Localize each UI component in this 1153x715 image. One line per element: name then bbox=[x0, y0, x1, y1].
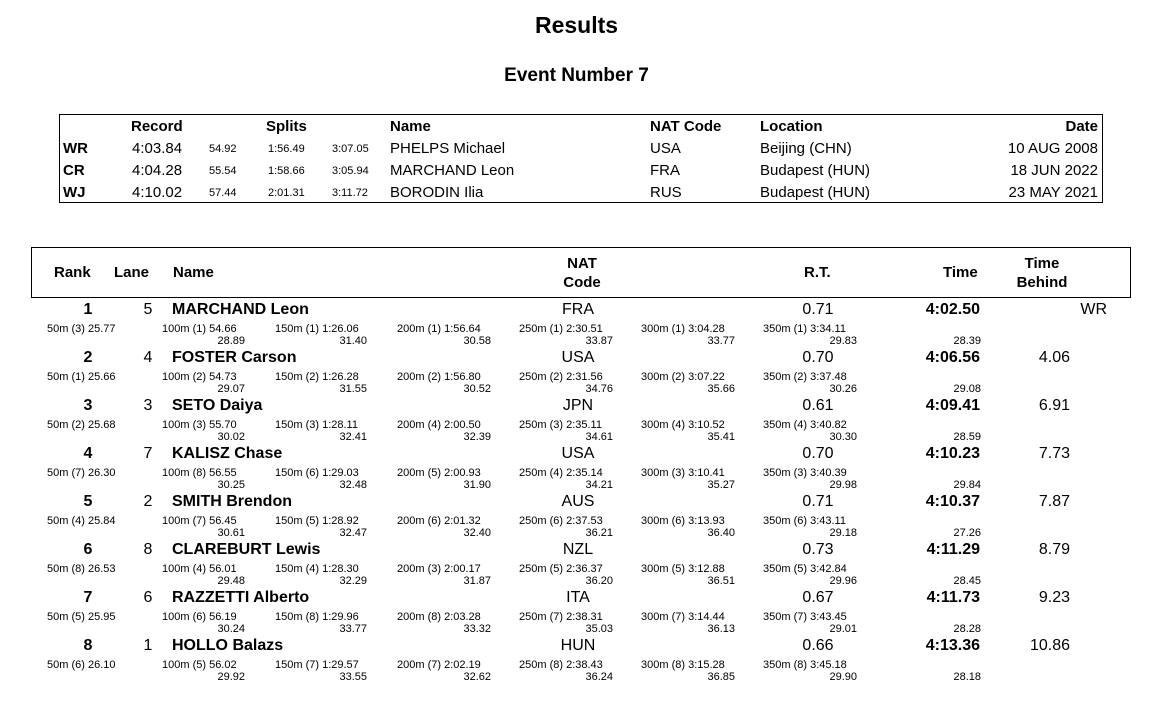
lap-400m: 28.18 bbox=[953, 671, 981, 683]
split-150m: 150m (8) 1:29.96 bbox=[275, 611, 359, 623]
nat-code: AUS bbox=[561, 493, 595, 510]
lap-400m: 27.26 bbox=[953, 527, 981, 539]
result-row bbox=[0, 444, 1153, 492]
split-200m: 200m (6) 2:01.32 bbox=[397, 515, 481, 527]
lap-150m: 31.40 bbox=[339, 335, 367, 347]
split-200m: 200m (5) 2:00.93 bbox=[397, 467, 481, 479]
reaction-time: 0.71 bbox=[802, 493, 834, 510]
header-lane: Lane bbox=[114, 264, 150, 281]
records-table bbox=[59, 114, 1103, 203]
record-type: WJ bbox=[63, 184, 86, 201]
header-rt: R.T. bbox=[804, 264, 831, 281]
reaction-time: 0.61 bbox=[802, 397, 834, 414]
split-100m: 100m (3) 55.70 bbox=[162, 419, 237, 431]
reaction-time: 0.71 bbox=[802, 301, 834, 318]
lap-400m: 28.45 bbox=[953, 575, 981, 587]
lap-250m: 36.20 bbox=[585, 575, 613, 587]
lap-250m: 36.21 bbox=[585, 527, 613, 539]
lap-250m: 34.21 bbox=[585, 479, 613, 491]
record-holder: PHELPS Michael bbox=[390, 140, 506, 157]
lap-250m: 36.24 bbox=[585, 671, 613, 683]
record-split-1: 57.44 bbox=[209, 187, 237, 199]
lane: 5 bbox=[143, 301, 153, 318]
header-behind-line2: Behind bbox=[1016, 274, 1068, 291]
athlete-name: CLAREBURT Lewis bbox=[172, 541, 321, 558]
record-location: Beijing (CHN) bbox=[760, 140, 852, 157]
result-row bbox=[0, 636, 1153, 684]
lap-100m: 30.61 bbox=[217, 527, 245, 539]
split-100m: 100m (5) 56.02 bbox=[162, 659, 237, 671]
lap-300m: 36.40 bbox=[707, 527, 735, 539]
final-time: 4:02.50 bbox=[925, 301, 980, 318]
final-time: 4:10.37 bbox=[925, 493, 980, 510]
record-holder: BORODIN Ilia bbox=[390, 184, 484, 201]
split-350m: 350m (4) 3:40.82 bbox=[763, 419, 847, 431]
split-100m: 100m (4) 56.01 bbox=[162, 563, 237, 575]
lap-300m: 36.85 bbox=[707, 671, 735, 683]
final-time: 4:09.41 bbox=[925, 397, 980, 414]
lap-150m: 32.48 bbox=[339, 479, 367, 491]
athlete-name: MARCHAND Leon bbox=[172, 301, 309, 318]
lap-350m: 30.26 bbox=[829, 383, 857, 395]
rank: 6 bbox=[83, 541, 93, 558]
lap-150m: 32.47 bbox=[339, 527, 367, 539]
time-behind: 7.87 bbox=[1038, 493, 1070, 510]
time-behind: 8.79 bbox=[1038, 541, 1070, 558]
rank: 5 bbox=[83, 493, 93, 510]
athlete-name: SMITH Brendon bbox=[172, 493, 292, 510]
lap-200m: 30.52 bbox=[463, 383, 491, 395]
record-nat: RUS bbox=[650, 184, 682, 201]
split-300m: 300m (2) 3:07.22 bbox=[641, 371, 725, 383]
split-200m: 200m (8) 2:03.28 bbox=[397, 611, 481, 623]
lap-100m: 30.02 bbox=[217, 431, 245, 443]
split-250m: 250m (7) 2:38.31 bbox=[519, 611, 603, 623]
split-250m: 250m (6) 2:37.53 bbox=[519, 515, 603, 527]
split-200m: 200m (7) 2:02.19 bbox=[397, 659, 481, 671]
split-200m: 200m (3) 2:00.17 bbox=[397, 563, 481, 575]
split-150m: 150m (2) 1:26.28 bbox=[275, 371, 359, 383]
result-row bbox=[0, 540, 1153, 588]
split-50m: 50m (5) 25.95 bbox=[47, 611, 116, 623]
record-location: Budapest (HUN) bbox=[760, 162, 871, 179]
lap-200m: 32.39 bbox=[463, 431, 491, 443]
rank: 7 bbox=[83, 589, 93, 606]
split-350m: 350m (3) 3:40.39 bbox=[763, 467, 847, 479]
split-200m: 200m (1) 1:56.64 bbox=[397, 323, 481, 335]
result-row bbox=[0, 396, 1153, 444]
split-100m: 100m (8) 56.55 bbox=[162, 467, 237, 479]
athlete-name: FOSTER Carson bbox=[172, 349, 297, 366]
final-time: 4:06.56 bbox=[925, 349, 980, 366]
lane: 8 bbox=[143, 541, 153, 558]
lap-350m: 29.96 bbox=[829, 575, 857, 587]
time-behind: 4.06 bbox=[1038, 349, 1070, 366]
lap-150m: 33.77 bbox=[339, 623, 367, 635]
nat-code: NZL bbox=[562, 541, 594, 558]
split-300m: 300m (4) 3:10.52 bbox=[641, 419, 725, 431]
time-behind: 9.23 bbox=[1038, 589, 1070, 606]
record-location: Budapest (HUN) bbox=[760, 184, 871, 201]
lap-200m: 31.90 bbox=[463, 479, 491, 491]
split-350m: 350m (1) 3:34.11 bbox=[763, 323, 846, 335]
lap-400m: 28.39 bbox=[953, 335, 981, 347]
record-split-2: 2:01.31 bbox=[268, 187, 305, 199]
time-behind: 6.91 bbox=[1038, 397, 1070, 414]
lap-350m: 29.98 bbox=[829, 479, 857, 491]
lap-250m: 35.03 bbox=[585, 623, 613, 635]
lap-400m: 28.59 bbox=[953, 431, 981, 443]
split-350m: 350m (5) 3:42.84 bbox=[763, 563, 847, 575]
reaction-time: 0.70 bbox=[802, 349, 834, 366]
final-time: 4:11.29 bbox=[926, 541, 980, 558]
lap-300m: 35.66 bbox=[707, 383, 735, 395]
records-header-nat: NAT Code bbox=[650, 118, 722, 135]
result-row bbox=[0, 492, 1153, 540]
lap-100m: 30.24 bbox=[217, 623, 245, 635]
split-200m: 200m (4) 2:00.50 bbox=[397, 419, 481, 431]
split-100m: 100m (6) 56.19 bbox=[162, 611, 237, 623]
nat-code: USA bbox=[561, 349, 595, 366]
lap-100m: 29.07 bbox=[217, 383, 245, 395]
reaction-time: 0.66 bbox=[802, 637, 834, 654]
athlete-name: KALISZ Chase bbox=[172, 445, 283, 462]
split-250m: 250m (3) 2:35.11 bbox=[519, 419, 602, 431]
split-150m: 150m (6) 1:29.03 bbox=[275, 467, 359, 479]
nat-code: HUN bbox=[560, 637, 596, 654]
split-250m: 250m (2) 2:31.56 bbox=[519, 371, 603, 383]
header-rank: Rank bbox=[54, 264, 91, 281]
header-nat-line2: Code bbox=[563, 274, 601, 291]
split-50m: 50m (3) 25.77 bbox=[47, 323, 116, 335]
results-header bbox=[31, 247, 1131, 298]
lap-200m: 32.62 bbox=[463, 671, 491, 683]
record-date: 18 JUN 2022 bbox=[1010, 162, 1098, 179]
header-time: Time bbox=[943, 264, 978, 281]
rank: 3 bbox=[83, 397, 93, 414]
split-50m: 50m (4) 25.84 bbox=[47, 515, 116, 527]
split-150m: 150m (7) 1:29.57 bbox=[275, 659, 359, 671]
record-holder: MARCHAND Leon bbox=[390, 162, 515, 179]
final-time: 4:13.36 bbox=[925, 637, 980, 654]
lap-200m: 31.87 bbox=[463, 575, 491, 587]
record-time: 4:03.84 bbox=[132, 140, 183, 157]
record-split-3: 3:11.72 bbox=[332, 187, 368, 199]
header-name: Name bbox=[173, 264, 214, 281]
record-split-3: 3:05.94 bbox=[332, 165, 369, 177]
lap-350m: 29.01 bbox=[829, 623, 857, 635]
record-date: 23 MAY 2021 bbox=[1008, 184, 1098, 201]
nat-code: ITA bbox=[566, 589, 590, 606]
lap-100m: 29.48 bbox=[217, 575, 245, 587]
split-350m: 350m (2) 3:37.48 bbox=[763, 371, 847, 383]
split-300m: 300m (8) 3:15.28 bbox=[641, 659, 725, 671]
header-nat-line1: NAT bbox=[567, 255, 597, 272]
lap-300m: 35.41 bbox=[707, 431, 735, 443]
lane: 6 bbox=[143, 589, 153, 606]
split-300m: 300m (1) 3:04.28 bbox=[641, 323, 725, 335]
split-350m: 350m (6) 3:43.11 bbox=[763, 515, 846, 527]
lap-350m: 29.90 bbox=[829, 671, 857, 683]
record-split-1: 54.92 bbox=[209, 143, 237, 155]
split-300m: 300m (6) 3:13.93 bbox=[641, 515, 725, 527]
lap-150m: 32.29 bbox=[339, 575, 367, 587]
record-nat: FRA bbox=[650, 162, 680, 179]
split-300m: 300m (7) 3:14.44 bbox=[641, 611, 725, 623]
time-behind: 7.73 bbox=[1038, 445, 1070, 462]
record-split-3: 3:07.05 bbox=[332, 143, 369, 155]
lap-250m: 34.61 bbox=[585, 431, 613, 443]
split-250m: 250m (1) 2:30.51 bbox=[519, 323, 603, 335]
lap-350m: 30.30 bbox=[829, 431, 857, 443]
reaction-time: 0.70 bbox=[802, 445, 834, 462]
records-header-record: Record bbox=[131, 118, 183, 135]
event-title: Event Number 7 bbox=[504, 65, 649, 86]
split-100m: 100m (7) 56.45 bbox=[162, 515, 237, 527]
final-time: 4:10.23 bbox=[925, 445, 980, 462]
lap-300m: 35.27 bbox=[707, 479, 735, 491]
records-header-splits: Splits bbox=[266, 118, 307, 135]
records-header-name: Name bbox=[390, 118, 431, 135]
lap-100m: 30.25 bbox=[217, 479, 245, 491]
split-200m: 200m (2) 1:56.80 bbox=[397, 371, 481, 383]
lap-400m: 29.84 bbox=[953, 479, 981, 491]
lane: 2 bbox=[143, 493, 153, 510]
split-100m: 100m (2) 54.73 bbox=[162, 371, 237, 383]
split-150m: 150m (1) 1:26.06 bbox=[275, 323, 359, 335]
lap-300m: 36.13 bbox=[707, 623, 735, 635]
lane: 4 bbox=[143, 349, 153, 366]
lap-350m: 29.83 bbox=[829, 335, 857, 347]
split-150m: 150m (5) 1:28.92 bbox=[275, 515, 359, 527]
lap-150m: 32.41 bbox=[339, 431, 367, 443]
nat-code: JPN bbox=[562, 397, 594, 414]
split-50m: 50m (2) 25.68 bbox=[47, 419, 116, 431]
lap-400m: 28.28 bbox=[953, 623, 981, 635]
record-date: 10 AUG 2008 bbox=[1007, 140, 1098, 157]
lane: 1 bbox=[143, 637, 153, 654]
record-type: CR bbox=[63, 162, 85, 179]
lap-200m: 33.32 bbox=[463, 623, 491, 635]
split-50m: 50m (8) 26.53 bbox=[47, 563, 116, 575]
final-time: 4:11.73 bbox=[926, 589, 980, 606]
athlete-name: SETO Daiya bbox=[172, 397, 263, 414]
result-row bbox=[0, 348, 1153, 396]
split-100m: 100m (1) 54.66 bbox=[162, 323, 237, 335]
record-flag: WR bbox=[1080, 301, 1107, 318]
reaction-time: 0.67 bbox=[802, 589, 834, 606]
records-header-date: Date bbox=[1065, 118, 1098, 135]
result-row bbox=[0, 588, 1153, 636]
split-50m: 50m (6) 26.10 bbox=[47, 659, 116, 671]
lap-150m: 33.55 bbox=[339, 671, 367, 683]
record-split-1: 55.54 bbox=[209, 165, 237, 177]
record-split-2: 1:56.49 bbox=[268, 143, 305, 155]
lap-300m: 36.51 bbox=[707, 575, 735, 587]
athlete-name: HOLLO Balazs bbox=[172, 637, 284, 654]
page-title: Results bbox=[534, 12, 619, 38]
lane: 7 bbox=[143, 445, 153, 462]
split-150m: 150m (4) 1:28.30 bbox=[275, 563, 359, 575]
split-250m: 250m (4) 2:35.14 bbox=[519, 467, 603, 479]
time-behind: 10.86 bbox=[1029, 637, 1070, 654]
rank: 8 bbox=[83, 637, 93, 654]
record-split-2: 1:58.66 bbox=[268, 165, 305, 177]
records-header-location: Location bbox=[760, 118, 823, 135]
record-time: 4:10.02 bbox=[132, 184, 183, 201]
rank: 1 bbox=[83, 301, 93, 318]
lap-100m: 29.92 bbox=[217, 671, 245, 683]
split-50m: 50m (7) 26.30 bbox=[47, 467, 116, 479]
split-250m: 250m (8) 2:38.43 bbox=[519, 659, 603, 671]
record-time: 4:04.28 bbox=[132, 162, 183, 179]
athlete-name: RAZZETTI Alberto bbox=[172, 589, 310, 606]
lap-350m: 29.18 bbox=[829, 527, 857, 539]
rank: 2 bbox=[83, 349, 93, 366]
record-nat: USA bbox=[650, 140, 681, 157]
record-type: WR bbox=[63, 140, 88, 157]
lap-100m: 28.89 bbox=[217, 335, 245, 347]
split-150m: 150m (3) 1:28.11 bbox=[275, 419, 358, 431]
lap-250m: 34.76 bbox=[585, 383, 613, 395]
split-350m: 350m (8) 3:45.18 bbox=[763, 659, 847, 671]
lap-250m: 33.87 bbox=[585, 335, 613, 347]
lap-200m: 30.58 bbox=[463, 335, 491, 347]
nat-code: FRA bbox=[562, 301, 594, 318]
split-300m: 300m (3) 3:10.41 bbox=[641, 467, 725, 479]
lap-200m: 32.40 bbox=[463, 527, 491, 539]
nat-code: USA bbox=[561, 445, 595, 462]
split-300m: 300m (5) 3:12.88 bbox=[641, 563, 725, 575]
split-250m: 250m (5) 2:36.37 bbox=[519, 563, 603, 575]
header-behind-line1: Time bbox=[1024, 255, 1060, 272]
result-row bbox=[0, 300, 1153, 348]
lap-150m: 31.55 bbox=[339, 383, 367, 395]
rank: 4 bbox=[83, 445, 93, 462]
lane: 3 bbox=[143, 397, 153, 414]
reaction-time: 0.73 bbox=[802, 541, 834, 558]
lap-400m: 29.08 bbox=[953, 383, 981, 395]
lap-300m: 33.77 bbox=[707, 335, 735, 347]
split-350m: 350m (7) 3:43.45 bbox=[763, 611, 847, 623]
split-50m: 50m (1) 25.66 bbox=[47, 371, 116, 383]
